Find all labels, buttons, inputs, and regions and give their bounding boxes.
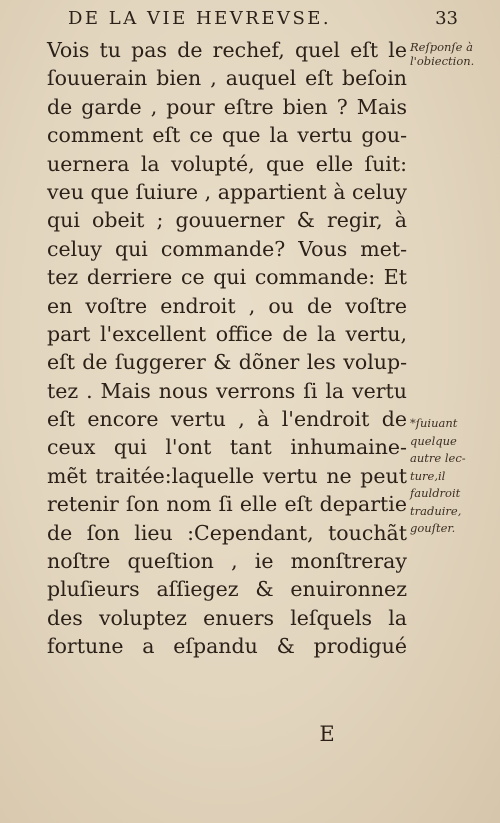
text-line: noſtre queſtion , ie monſtreray (47, 549, 407, 574)
text-line: qui obeit ; gouuerner & regir, à (47, 208, 407, 233)
page-number: 33 (435, 8, 458, 29)
margin-note-line: traduire, (410, 503, 462, 518)
text-line: de garde , pour eſtre bien ? Mais (47, 94, 407, 119)
margin-note-line: *ſuiuant (410, 416, 458, 430)
text-line: de ſon lieu :Cependant, touchãt (47, 520, 407, 545)
signature-mark: E (319, 722, 335, 746)
margin-note-line: fauldroit (410, 486, 461, 500)
main-text-block (47, 36, 407, 661)
text-line: tez derriere ce qui commande: Et (47, 265, 407, 290)
text-line: part l'excellent office de la vertu, (47, 321, 407, 346)
margin-note-line: Reſponſe à (410, 40, 473, 54)
running-head: DE LA VIE HEVREVSE. (68, 8, 332, 29)
text-line: tez . Mais nous verrons ſi la vertu (47, 378, 407, 403)
margin-note-line: autre lec- (410, 451, 466, 465)
text-line: eſt de ſuggerer & dõner les volup- (47, 350, 407, 375)
text-line: veu que ſuiure , appartient à celuy (47, 179, 407, 204)
text-line: uernera la volupté, que elle ſuit: (47, 151, 407, 176)
text-line: fortune a eſpandu & prodigué (47, 634, 407, 659)
margin-note-variant-reading (410, 415, 466, 538)
text-line: retenir ſon nom ſi elle eſt departie (47, 492, 407, 517)
text-line: celuy qui commande? Vous met- (47, 236, 407, 261)
margin-note-line: l'obiection. (410, 54, 475, 68)
margin-note-line: gouſter. (410, 521, 456, 535)
text-line: en voſtre endroit , ou de voſtre (47, 293, 407, 318)
text-line: Vois tu pas de rechef, quel eſt le (47, 38, 407, 62)
text-line: ceux qui l'ont tant inhumaine- (47, 435, 407, 460)
page-header (68, 8, 458, 34)
text-line: mẽt traitée:laquelle vertu ne peut (47, 463, 407, 488)
text-line: eſt encore vertu , à l'endroit de (47, 407, 407, 432)
text-line: comment eſt ce que la vertu gou- (47, 123, 407, 148)
margin-note-line: quelque (410, 433, 457, 448)
text-line: des voluptez enuers leſquels la (47, 605, 407, 630)
margin-note-line: ture,il (410, 468, 446, 483)
margin-note-response (410, 40, 474, 68)
text-line: ſouuerain bien , auquel eſt beſoin (47, 66, 407, 91)
text-line: pluſieurs aſſiegez & enuironnez (47, 577, 407, 602)
